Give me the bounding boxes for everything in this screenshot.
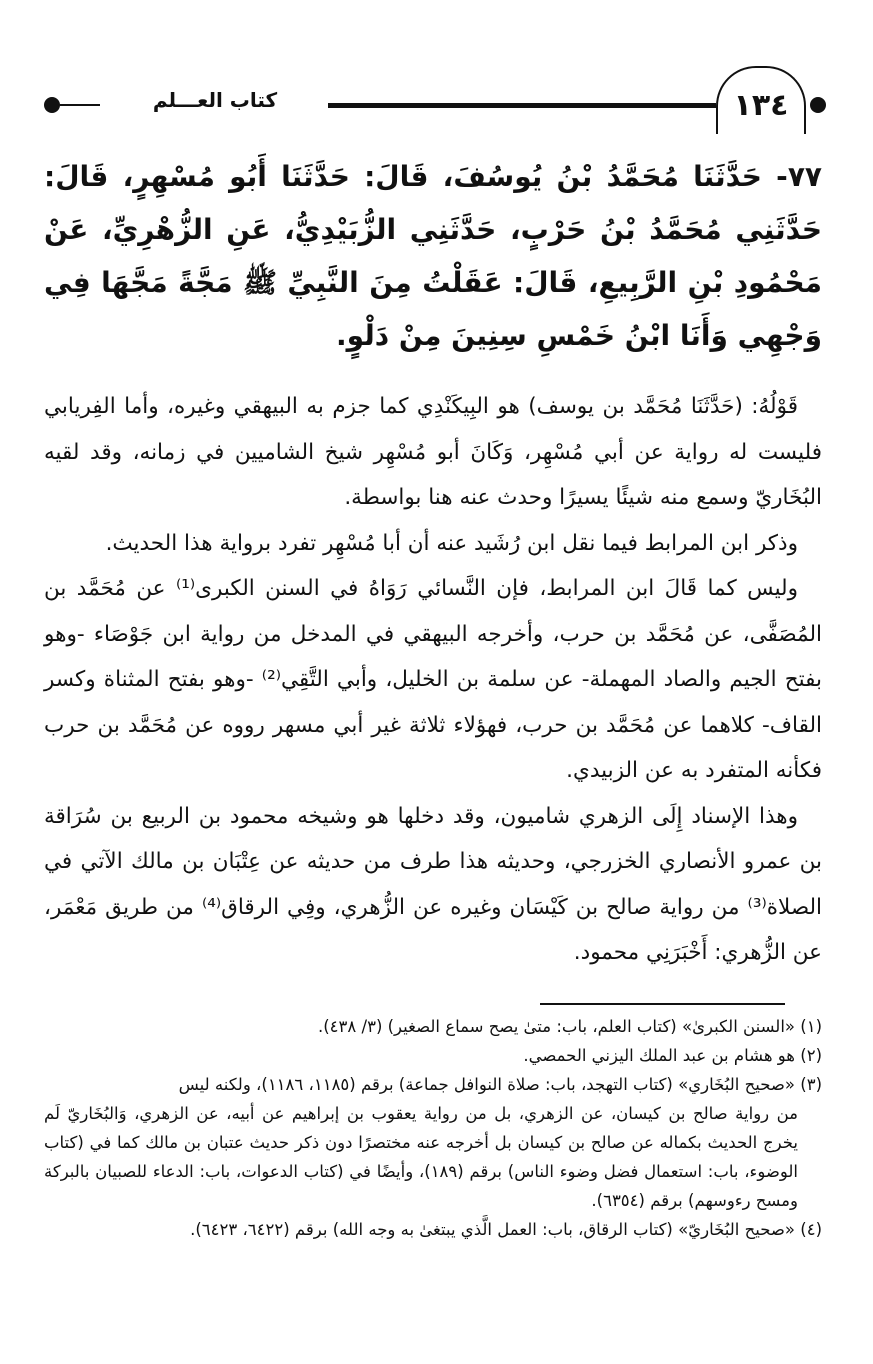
footnote-separator	[540, 1003, 785, 1005]
commentary-paragraph-2: وذكر ابن المرابط فيما نقل ابن رُشَيد عنه أن أبا مُسْهِر تفرد برواية هذا الحديث.	[105, 530, 798, 556]
page-number: ١٣٤	[733, 88, 789, 123]
page-header	[0, 0, 873, 160]
hadith-text: ٧٧- حَدَّثَنَا مُحَمَّدُ بْنُ يُوسُفَ، قَالَ: حَدَّثَنَا أَبُو مُسْهِرٍ، قَالَ: حَدَّثَنِي مُحَمَّدُ بْنُ حَرْبٍ، حَدَّثَنِي الزُّبَيْدِيُّ، عَنِ الزُّهْرِيِّ، عَنْ مَحْمُودِ بْنِ الرَّبِيعِ، قَالَ: عَقَلْتُ مِنَ النَّبِيِّ ﷺ مَجَّةً مَجَّهَا فِي وَجْهِي وَأَنَا ابْنُ خَمْسِ سِنِينَ مِنْ دَلْوٍ.	[44, 160, 822, 352]
page-number-tab	[716, 66, 806, 134]
book-title: كتاب العـــلم	[152, 88, 278, 112]
page-body	[44, 150, 822, 976]
footnote-2: (٢) هو هشام بن عبد الملك اليزني الحمصي.	[523, 1046, 822, 1065]
commentary-paragraph-1: قَوْلُهُ: (حَدَّثَنَا مُحَمَّد بن يوسف) هو البِيكَنْدِي كما جزم به البيهقي وغيره، وأما الفِريابي فليست له رواية عن أبي مُسْهِر، وَكَانَ أبو مُسْهِر شيخ الشاميين في زمانه، وقد لقيه البُخَاريّ وسمع منه شيئًا يسيرًا وحدث عنه هنا بواسطة.	[44, 394, 822, 510]
commentary-paragraph-3: وليس كما قَالَ ابن المرابط، فإن النَّسائي رَوَاهُ في السنن الكبرى⁽¹⁾ عن مُحَمَّد بن المُصَفَّى، عن مُحَمَّد بن حرب، وأخرجه البيهقي في المدخل من رواية ابن جَوْصَاء -وهو بفتح الجيم والصاد المهملة- عن سلمة بن الخليل، وأبي التَّقِي⁽²⁾ -وهو بفتح المثناة وكسر القاف- كلاهما عن مُحَمَّد بن حرب، فهؤلاء ثلاثة غير أبي مسهر رووه عن مُحَمَّد بن حرب فكأنه المتفرد به عن الزبيدي.	[44, 576, 822, 783]
footnotes	[44, 1012, 822, 1244]
footnote-3: (٣) «صحيح البُخَاري» (كتاب التهجد، باب: صلاة النوافل جماعة) برقم (١١٨٥، ١١٨٦)، ولكنه ليس	[178, 1075, 822, 1094]
footnote-4: (٤) «صحيح البُخَاريّ» (كتاب الرقاق، باب: العمل الَّذي يبتغىٰ به وجه الله) برقم (٦٤٢٢، ٦٤٢٣).	[190, 1220, 822, 1239]
commentary	[44, 384, 822, 976]
footnote-1: (١) «السنن الكبرىٰ» (كتاب العلم، باب: متىٰ يصح سماع الصغير) (٣/ ٤٣٨).	[317, 1017, 822, 1036]
header-rule-thick	[328, 103, 716, 108]
header-ornament-dot-left	[44, 97, 60, 113]
header-rule-thin	[60, 104, 100, 106]
footnote-3-continued: من رواية صالح بن كيسان، عن الزهري، بل من رواية يعقوب بن إبراهيم عن أبيه، عن الزهري، وَالبُخَاريّ لَم يخرج الحديث بكماله عن صالح بن كيسان بل أخرجه عنه مختصرًا دون ذكر حديث عتبان بن مالك كما في (كتاب الوضوء، باب: استعمال فضل وضوء الناس) برقم (١٨٩)، وأيضًا في (كتاب الدعوات، باب: الدعاء للصبيان بالبركة ومسح رءوسهم) برقم (٦٣٥٤).	[44, 1104, 798, 1210]
header-ornament-dot-right	[810, 97, 826, 113]
commentary-paragraph-4: وهذا الإسناد إِلَى الزهري شاميون، وقد دخلها هو وشيخه محمود بن الربيع بن سُرَاقة بن عمرو الأنصاري الخزرجي، وحديثه هذا طرف من حديثه عن عِتْبَان بن مالك الآتي في الصلاة⁽³⁾ من رواية صالح بن كَيْسَان وغيره عن الزُّهري، وفِي الرقاق⁽⁴⁾ من طريق مَعْمَر، عن الزُّهري: أَخْبَرَنِي محمود.	[44, 803, 822, 965]
